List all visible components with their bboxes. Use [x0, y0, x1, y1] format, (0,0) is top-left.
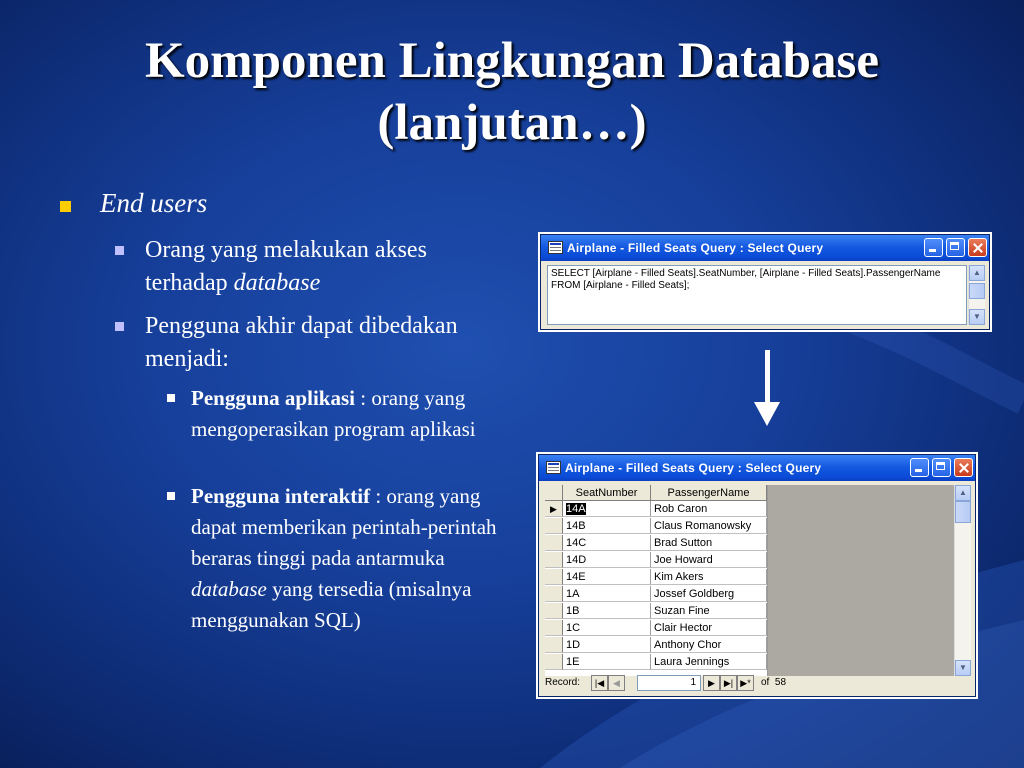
record-number-input[interactable]: 1: [637, 675, 701, 691]
bullet-square-icon: [60, 201, 71, 212]
bullet-text: [145, 234, 485, 300]
close-button[interactable]: [968, 238, 987, 257]
bullet-text: End users: [100, 188, 208, 218]
scroll-thumb[interactable]: [969, 283, 985, 299]
vertical-scrollbar[interactable]: [954, 485, 971, 676]
table-cell[interactable]: 1B: [563, 603, 651, 619]
query-result-window: [538, 454, 976, 697]
table-cell[interactable]: Brad Sutton: [651, 535, 767, 551]
datasheet-icon: [546, 461, 561, 474]
text-bold: Pengguna interaktif: [191, 484, 371, 508]
sql-line: SELECT [Airplane - Filled Seats].SeatNumber, [Airplane - Filled Seats].PassengerName: [551, 268, 941, 279]
table-cell[interactable]: 14B: [563, 518, 651, 534]
datasheet-empty-area: [767, 485, 955, 676]
cell-text: 14A: [566, 503, 586, 515]
record-selector[interactable]: [545, 569, 563, 585]
bullet-text: Pengguna akhir dapat dibedakan menjadi:: [145, 313, 458, 372]
title-line-2: (lanjutan…): [377, 95, 647, 151]
text-part: yang tersedia (misalnya menggunakan SQL): [191, 577, 472, 632]
table-cell[interactable]: Rob Caron: [651, 501, 767, 517]
record-selector-current[interactable]: ▶: [545, 501, 563, 517]
table-cell[interactable]: 1D: [563, 637, 651, 653]
text-italic: database: [191, 577, 267, 601]
bullet-square-icon: [115, 246, 124, 255]
scroll-down-arrow-icon[interactable]: ▼: [955, 660, 971, 676]
bullet-text: [191, 481, 501, 636]
scroll-down-arrow-icon[interactable]: ▼: [969, 309, 985, 325]
sql-editor[interactable]: [547, 265, 967, 325]
window-title: Airplane - Filled Seats Query : Select Query: [567, 241, 824, 255]
table-cell[interactable]: Jossef Goldberg: [651, 586, 767, 602]
record-navigation-bar: [545, 675, 953, 692]
sql-line: FROM [Airplane - Filled Seats];: [551, 280, 690, 291]
table-cell[interactable]: 14D: [563, 552, 651, 568]
record-selector[interactable]: [545, 654, 563, 670]
window-titlebar[interactable]: [541, 235, 989, 261]
datasheet-icon: [548, 241, 563, 254]
record-selector[interactable]: [545, 620, 563, 636]
maximize-button[interactable]: [946, 238, 965, 257]
table-cell[interactable]: Claus Romanowsky: [651, 518, 767, 534]
previous-record-icon[interactable]: ◀: [608, 675, 625, 691]
column-header-seatnumber[interactable]: SeatNumber: [563, 485, 651, 501]
window-title: Airplane - Filled Seats Query : Select Query: [565, 461, 822, 475]
new-record-icon[interactable]: ▶*: [737, 675, 754, 691]
window-titlebar[interactable]: [539, 455, 975, 481]
text-italic: database: [233, 270, 321, 296]
table-cell[interactable]: Suzan Fine: [651, 603, 767, 619]
column-header-passengername[interactable]: PassengerName: [651, 485, 767, 501]
table-cell[interactable]: Joe Howard: [651, 552, 767, 568]
bullet-square-icon: [115, 322, 124, 331]
table-cell[interactable]: Anthony Chor: [651, 637, 767, 653]
bullet-square-icon: [167, 492, 175, 500]
minimize-button[interactable]: [910, 458, 929, 477]
minimize-button[interactable]: [924, 238, 943, 257]
bullet-square-icon: [167, 394, 175, 402]
slide-title: [0, 30, 1024, 154]
table-cell[interactable]: Kim Akers: [651, 569, 767, 585]
text-part: : orang yang dapat memberikan perintah-perintah beraras tinggi pada antarmuka: [191, 484, 497, 570]
record-label: Record:: [545, 677, 581, 688]
table-cell[interactable]: 14C: [563, 535, 651, 551]
record-selector[interactable]: [545, 518, 563, 534]
first-record-icon[interactable]: |◀: [591, 675, 608, 691]
scroll-thumb[interactable]: [955, 501, 971, 523]
record-selector[interactable]: [545, 552, 563, 568]
corner-selector[interactable]: [545, 485, 563, 501]
title-line-1: Komponen Lingkungan Database: [144, 33, 880, 89]
table-cell[interactable]: Laura Jennings: [651, 654, 767, 670]
close-button[interactable]: [954, 458, 973, 477]
last-record-icon[interactable]: ▶|: [720, 675, 737, 691]
record-count: of 58: [761, 677, 787, 688]
record-selector[interactable]: [545, 603, 563, 619]
sql-query-window: [540, 234, 990, 330]
table-cell[interactable]: 1E: [563, 654, 651, 670]
table-cell[interactable]: Clair Hector: [651, 620, 767, 636]
scroll-up-arrow-icon[interactable]: ▲: [969, 265, 985, 281]
next-record-icon[interactable]: ▶: [703, 675, 720, 691]
bullet-text: [191, 383, 501, 445]
maximize-button[interactable]: [932, 458, 951, 477]
table-cell[interactable]: 1A: [563, 586, 651, 602]
vertical-scrollbar[interactable]: [968, 265, 985, 325]
scroll-up-arrow-icon[interactable]: ▲: [955, 485, 971, 501]
text-part: : orang yang mengoperasikan program aplikasi: [191, 386, 476, 441]
down-arrow-icon: [754, 402, 780, 426]
table-cell[interactable]: 1C: [563, 620, 651, 636]
down-arrow-shaft: [765, 350, 770, 406]
text-bold: Pengguna aplikasi: [191, 386, 355, 410]
record-selector[interactable]: [545, 535, 563, 551]
record-selector[interactable]: [545, 586, 563, 602]
table-cell[interactable]: 14E: [563, 569, 651, 585]
record-selector[interactable]: [545, 637, 563, 653]
datasheet-grid: [545, 485, 768, 676]
text-part: Orang yang melakukan akses terhadap: [145, 237, 427, 296]
table-cell[interactable]: [563, 501, 651, 517]
